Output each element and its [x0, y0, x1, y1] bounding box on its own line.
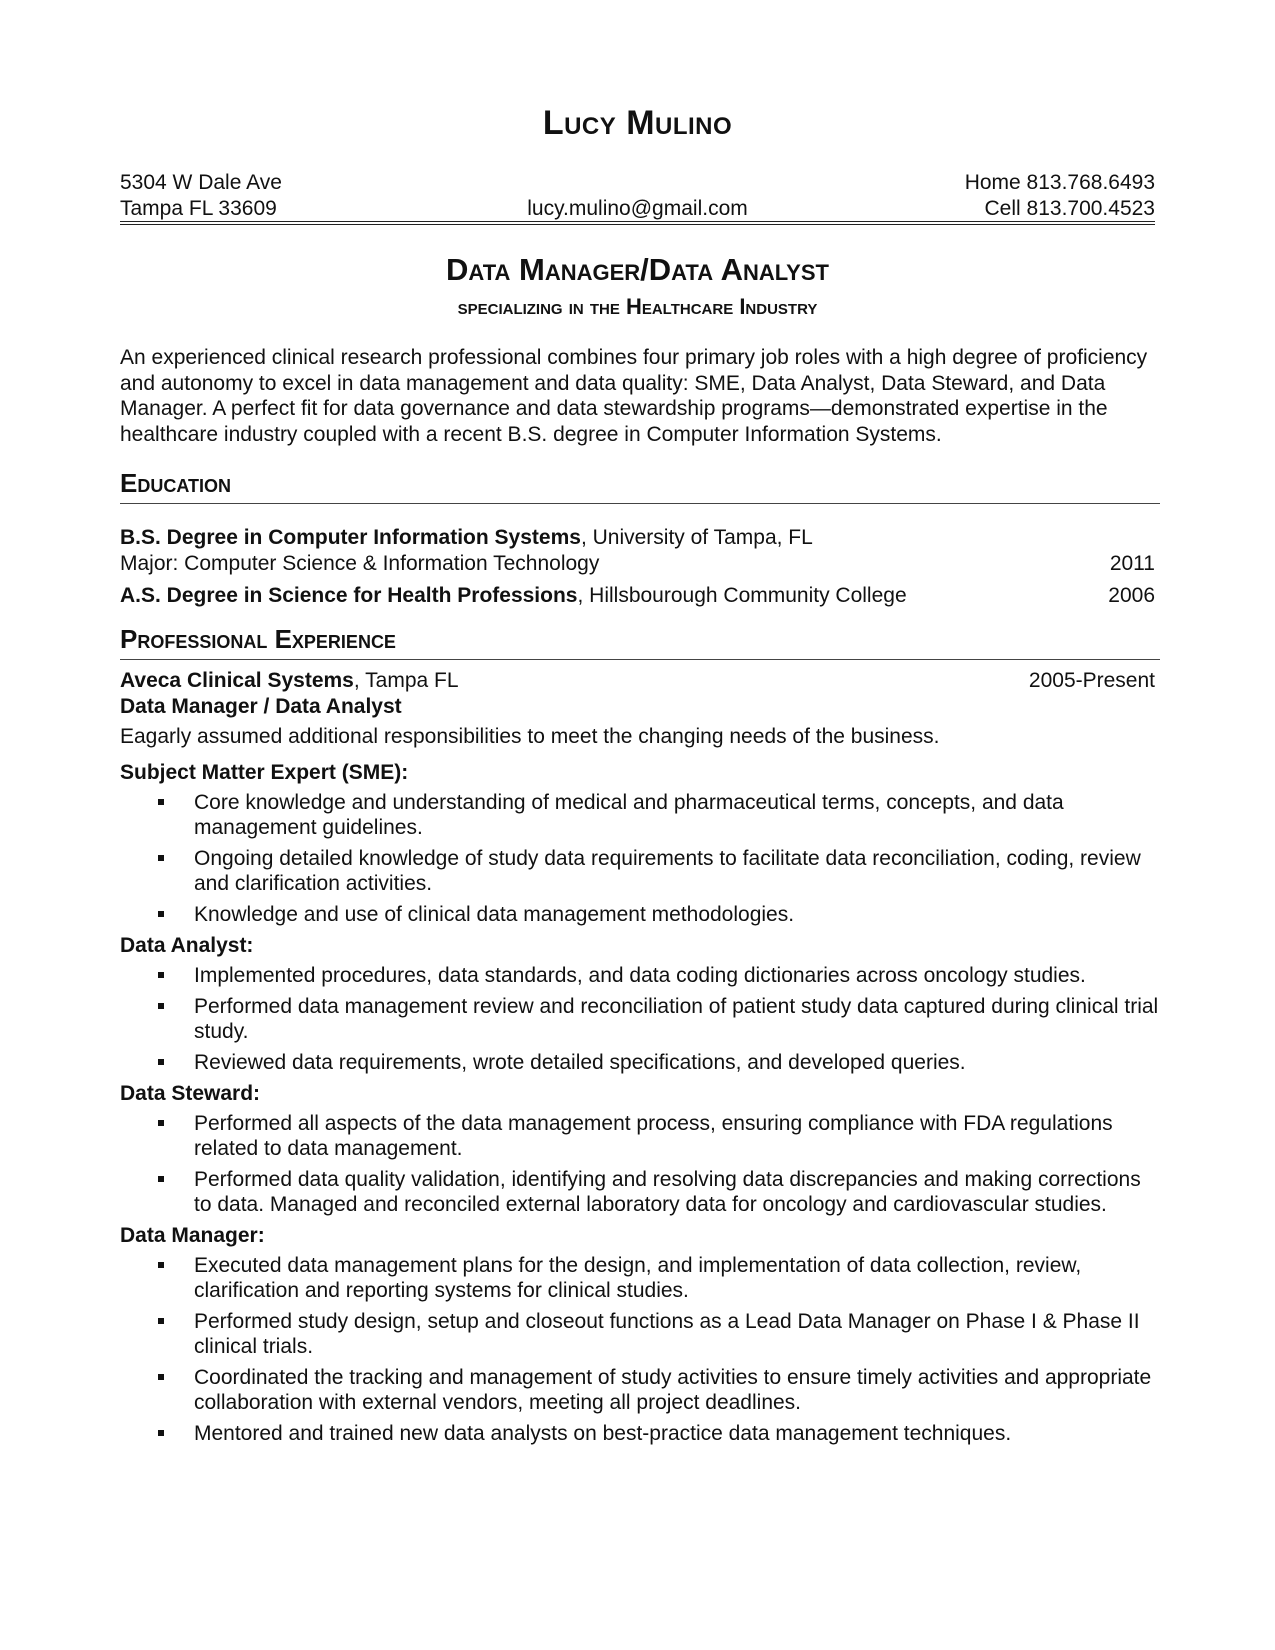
education-heading: Education — [120, 468, 1160, 504]
phones — [965, 170, 1155, 222]
graduation-year: 2006 — [1108, 584, 1155, 607]
education-major-row — [120, 551, 1155, 577]
email-link[interactable]: lucy.mulino@gmail.com — [527, 197, 748, 220]
home-phone: Home 813.768.6493 — [964, 171, 1155, 194]
employment-dates: 2005-Present — [1028, 669, 1155, 692]
school-name: , University of Tampa, FL — [580, 526, 813, 549]
experience-entry — [120, 668, 1160, 1452]
degree-name: A.S. Degree in Science for Health Professions — [120, 584, 578, 607]
list-item-text: Reviewed data requirements, wrote detailed specifications, and developed queries. — [194, 1051, 966, 1074]
bullet-icon — [158, 1176, 164, 1182]
list-item-text: Coordinated the tracking and management of study activities to ensure timely activities and appropriate collaboration with external vendors, meeting all project deadlines. — [194, 1366, 1152, 1414]
company-name: Aveca Clinical Systems — [120, 669, 354, 692]
degree-name: B.S. Degree in Computer Information Systems — [120, 526, 581, 549]
graduation-year: 2011 — [1109, 552, 1155, 575]
responsibility-list — [120, 1111, 1160, 1217]
list-item-text: Ongoing detailed knowledge of study data requirements to facilitate data reconciliation, coding, review and clarification activities. — [194, 847, 1141, 895]
experience-heading: Professional Experience — [120, 624, 1160, 660]
education-item — [120, 525, 1155, 551]
summary-paragraph: An experienced clinical research professional combines four primary job roles with a high degree of proficiency and autonomy to excel in data management and data quality: SME, Data Analyst, Data Steward, and Data Manager. A perfect fit for data governance and data stewardship programs—demonstrated expertise in the healthcare industry coupled with a recent B.S. degree in Computer Information Systems. — [120, 346, 1148, 446]
bullet-icon — [158, 1059, 164, 1065]
list-item-text: Performed all aspects of the data management process, ensuring compliance with FDA regulations related to data management. — [194, 1112, 1113, 1160]
responsibility-group-title: Subject Matter Expert (SME): — [120, 761, 409, 784]
cell-phone: Cell 813.700.4523 — [984, 197, 1155, 220]
list-item-text: Core knowledge and understanding of medical and pharmaceutical terms, concepts, and data management guidelines. — [194, 791, 1064, 839]
list-item — [120, 1167, 1160, 1217]
bullet-icon — [158, 799, 164, 805]
list-item — [120, 846, 1160, 896]
bullet-icon — [158, 1003, 164, 1009]
list-item-text: Performed data quality validation, identifying and resolving data discrepancies and making corrections to data. Managed and reconciled external laboratory data for oncology and cardiovascular studies. — [194, 1168, 1141, 1216]
bullet-icon — [158, 1374, 164, 1380]
responsibility-group-title: Data Analyst: — [120, 934, 254, 957]
role-intro: Eagarly assumed additional responsibilities to meet the changing needs of the business. — [120, 725, 940, 748]
address-line-2: Tampa FL 33609 — [120, 197, 277, 220]
header-divider-second — [120, 224, 1155, 225]
list-item-text: Implemented procedures, data standards, and data coding dictionaries across oncology studies. — [194, 964, 1086, 987]
list-item — [120, 1309, 1160, 1359]
responsibility-list — [120, 1253, 1160, 1446]
company-location: , Tampa FL — [353, 669, 459, 692]
employer-line — [120, 668, 1160, 694]
list-item-text: Performed data management review and reconciliation of patient study data captured during clinical trial study. — [194, 995, 1159, 1043]
list-item — [120, 1421, 1160, 1446]
education-list — [120, 525, 1155, 609]
job-title: Data Manager / Data Analyst — [120, 695, 402, 718]
bullet-icon — [158, 1318, 164, 1324]
major: Major: Computer Science & Information Technology — [120, 552, 600, 575]
list-item — [120, 790, 1160, 840]
address-line-1: 5304 W Dale Ave — [120, 171, 282, 194]
bullet-icon — [158, 1262, 164, 1268]
responsibility-list — [120, 963, 1160, 1075]
list-item — [120, 994, 1160, 1044]
responsibility-group-title: Data Manager: — [120, 1224, 265, 1247]
responsibility-list — [120, 790, 1160, 927]
bullet-icon — [158, 972, 164, 978]
candidate-name: Lucy Mulino — [542, 104, 733, 142]
resume-subheadline: specializing in the Healthcare Industry — [457, 294, 818, 319]
school-name: , Hillsbourough Community College — [577, 584, 907, 607]
bullet-icon — [158, 1120, 164, 1126]
education-item — [120, 583, 1155, 609]
resume-headline: Data Manager/Data Analyst — [446, 252, 829, 287]
list-item-text: Knowledge and use of clinical data management methodologies. — [194, 903, 795, 926]
list-item — [120, 963, 1160, 988]
list-item-text: Performed study design, setup and closeout functions as a Lead Data Manager on Phase I & Phase II clinical trials. — [194, 1310, 1140, 1358]
responsibility-group-title: Data Steward: — [120, 1082, 261, 1105]
list-item — [120, 1253, 1160, 1303]
bullet-icon — [158, 1430, 164, 1436]
bullet-icon — [158, 855, 164, 861]
list-item — [120, 1111, 1160, 1161]
list-item-text: Mentored and trained new data analysts on best-practice data management techniques. — [194, 1422, 1012, 1445]
header-divider — [120, 221, 1155, 222]
bullet-icon — [158, 911, 164, 917]
list-item-text: Executed data management plans for the design, and implementation of data collection, review, clarification and reporting systems for clinical studies. — [194, 1254, 1082, 1302]
list-item — [120, 1365, 1160, 1415]
list-item — [120, 1050, 1160, 1075]
list-item — [120, 902, 1160, 927]
